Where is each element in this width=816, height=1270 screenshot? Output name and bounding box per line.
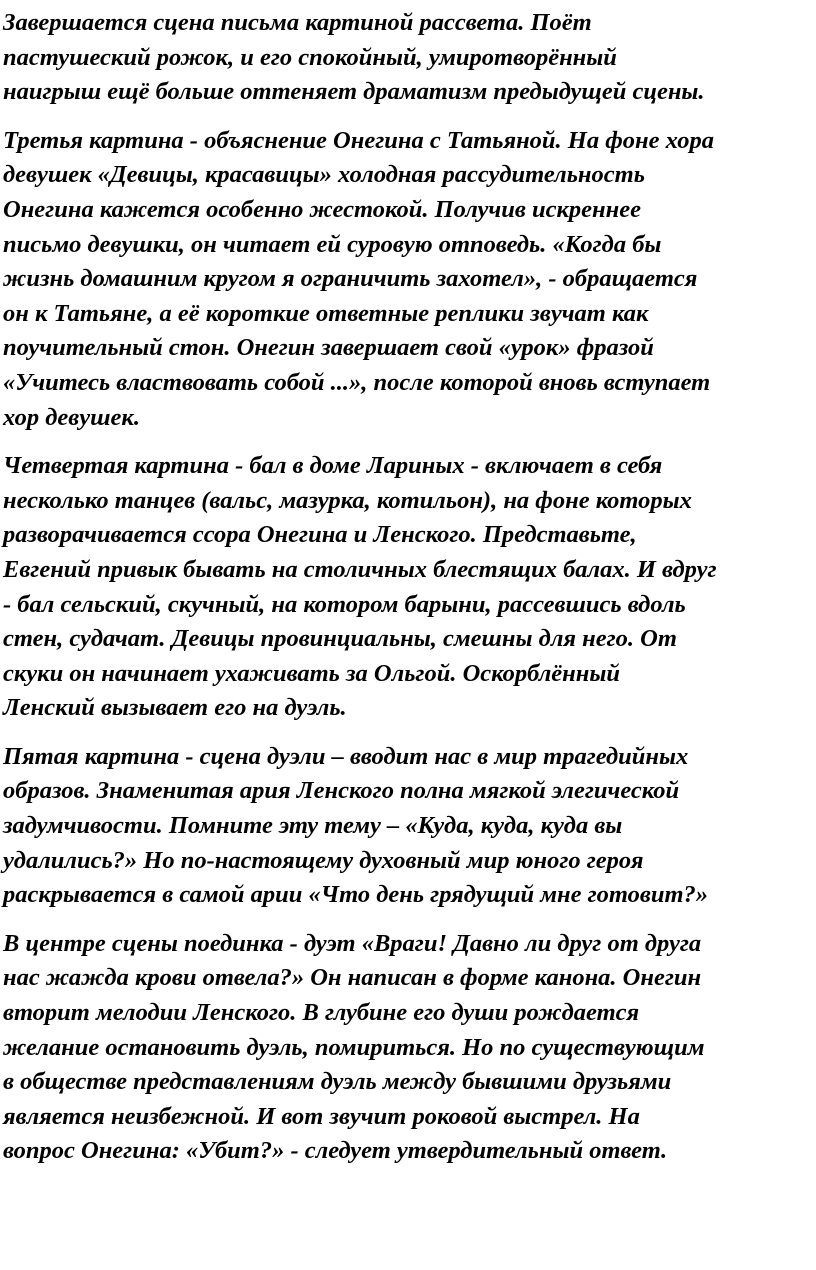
text-line: хор девушек. xyxy=(3,403,140,431)
text-line: удалились?» Но по-настоящему духовный мир юного героя xyxy=(3,846,644,874)
text-line: вторит мелодии Ленского. В глубине его души рождается xyxy=(3,999,640,1027)
text-line: нас жажда крови отвела?» Он написан в форме канона. Онегин xyxy=(3,964,702,992)
paragraph-1 xyxy=(3,6,816,110)
text-line: девушек «Девицы, красавицы» холодная рассудительность xyxy=(3,161,645,189)
text-line: в обществе представлениям дуэль между бывшими друзьями xyxy=(3,1068,672,1096)
text-line: образов. Знаменитая ария Ленского полна мягкой элегической xyxy=(3,777,680,805)
text-line: Ленский вызывает его на дуэль. xyxy=(3,694,347,722)
text-line: письмо девушки, он читает ей суровую отповедь. «Когда бы xyxy=(3,230,662,258)
paragraph-2 xyxy=(3,124,816,435)
paragraph-4 xyxy=(3,740,816,913)
text-line: задумчивости. Помните эту тему – «Куда, куда, куда вы xyxy=(3,812,623,840)
text-line: раскрывается в самой арии «Что день грядущий мне готовит?» xyxy=(3,881,709,909)
text-line: жизнь домашним кругом я ограничить захотел», - обращается xyxy=(3,265,698,293)
paragraph-5 xyxy=(3,927,816,1169)
text-line: - бал сельский, скучный, на котором барыни, рассевшись вдоль xyxy=(3,590,686,618)
text-line: он к Татьяне, а её короткие ответные реплики звучат как xyxy=(3,299,649,327)
text-line: несколько танцев (вальс, мазурка, котильон), на фоне которых xyxy=(3,486,692,514)
text-line: стен, судачат. Девицы провинциальны, смешны для него. От xyxy=(3,625,677,653)
text-line: «Учитесь властвовать собой ...», после которой вновь вступает xyxy=(3,368,711,396)
text-line: вопрос Онегина: «Убит?» - следует утвердительный ответ. xyxy=(3,1137,668,1165)
text-line: Третья картина - объяснение Онегина с Татьяной. На фоне хора xyxy=(3,126,715,154)
text-line: В центре сцены поединка - дуэт «Враги! Давно ли друг от друга xyxy=(3,929,702,957)
text-line: Четвертая картина - бал в доме Лариных - включает в себя xyxy=(3,452,663,480)
text-line: Евгений привык бывать на столичных блестящих балах. И вдруг xyxy=(3,555,717,583)
text-line: Онегина кажется особенно жестокой. Получив искреннее xyxy=(3,195,641,223)
text-line: пастушеский рожок, и его спокойный, умиротворённый xyxy=(3,43,617,71)
text-line: скуки он начинает ухаживать за Ольгой. Оскорблённый xyxy=(3,659,621,687)
text-line: Завершается сцена письма картиной рассвета. Поёт xyxy=(3,9,592,36)
text-line: поучительный стон. Онегин завершает свой «урок» фразой xyxy=(3,334,654,362)
text-line: желание остановить дуэль, помириться. Но по существующим xyxy=(3,1033,705,1061)
text-line: разворачивается ссора Онегина и Ленского. Представьте, xyxy=(3,521,637,549)
text-line: наигрыш ещё больше оттеняет драматизм предыдущей сцены. xyxy=(3,78,705,106)
text-line: является неизбежной. И вот звучит роковой выстрел. На xyxy=(3,1102,640,1130)
paragraph-3 xyxy=(3,449,816,726)
text-line: Пятая картина - сцена дуэли – вводит нас в мир трагедийных xyxy=(3,742,689,770)
